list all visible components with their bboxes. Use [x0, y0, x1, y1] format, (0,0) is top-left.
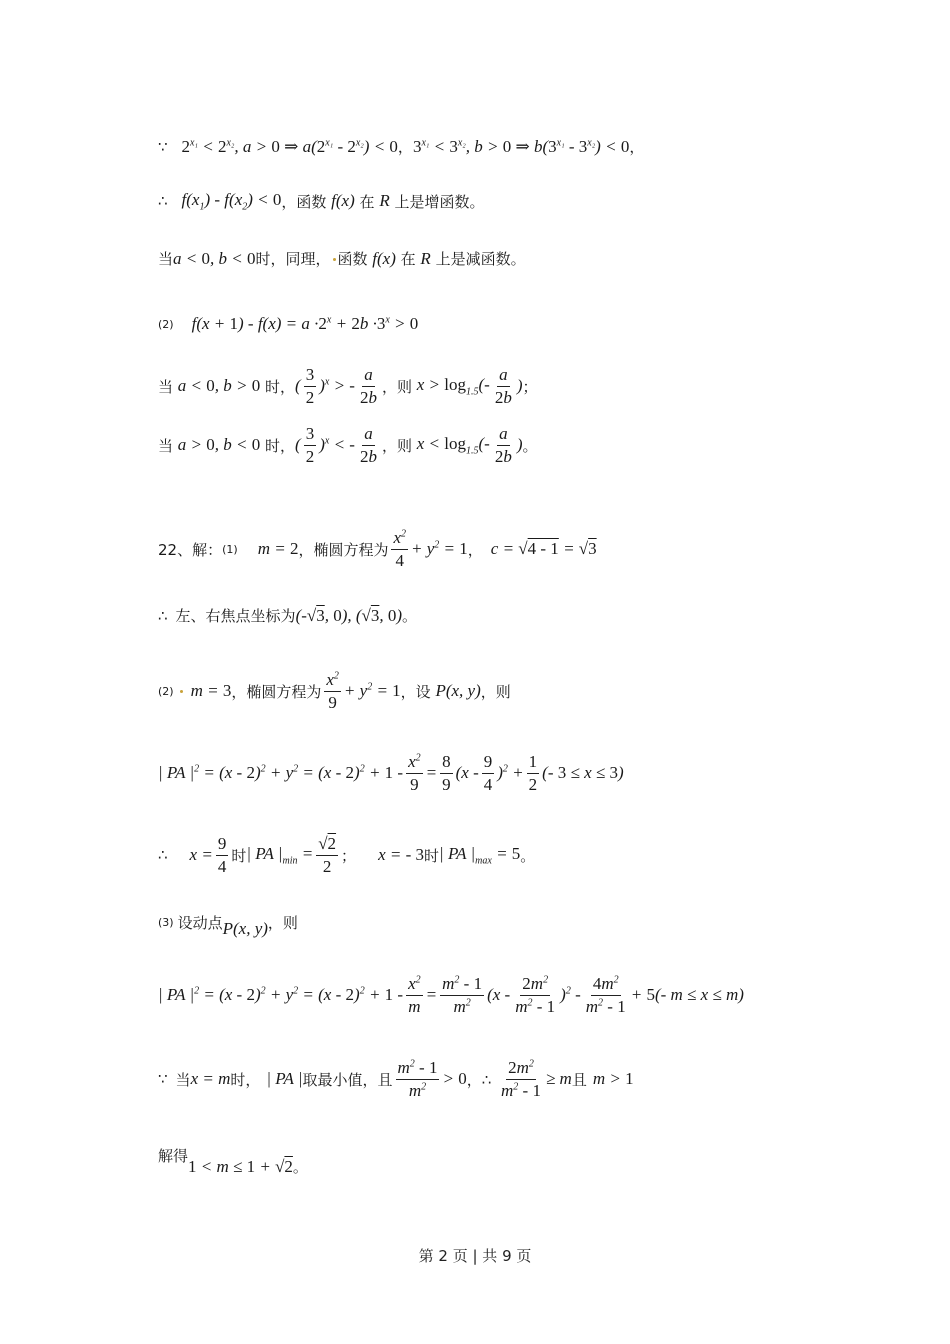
line-3: 当 a < 0, b < 0 时，同理， 函数 f(x) 在 R 上是减函数。 — [158, 248, 526, 268]
line-6: 当 a > 0, b < 0 时， ( $\frac{3}{2}$ )$^x$ < - $\frac{a}{2b}$ ，则 $x < \log_{1.5}(-$ $\frac{a}{2b}$ ) 。 — [158, 424, 538, 466]
therefore-symbol: ∴ — [158, 846, 168, 865]
line-15: 解得 1 < m ≤ 1 + √2 。 — [158, 1147, 308, 1176]
because-symbol: ∵ — [158, 137, 168, 156]
line-10: | PA $|^2 = (x - 2)^2 + y^2 = (x - 2)^2 + 1$ - $\frac{x^2}{9}$ = $\frac{8}{9}$ (x - $\frac{9}{4}$ )$^2$ + $\frac{1}{2}$ (- 3 ≤ x ≤ 3) — [158, 752, 624, 794]
because-symbol: ∵ — [158, 1070, 168, 1089]
line-2: ∴ $f(x_1) - f(x_2) < 0$ ，函数 f(x) 在 R 上是增函数。 — [158, 190, 485, 213]
therefore-symbol: ∴ — [158, 606, 168, 625]
line-5: 当 a < 0, b > 0 时， ( $\frac{3}{2}$ )$^x$ > - $\frac{a}{2b}$ ，则 $x > \log_{1.5}(-$ $\frac{a}{2b}$ ) ； — [158, 365, 538, 407]
line-13: | PA $|^2 = (x - 2)^2 + y^2 = (x - 2)^2 + 1$ - $\frac{x^2}{m}$ = $\frac{m^2 - 1}{m^2}$ (x - $\frac{2m^2}{m^2 - 1}$ )$^2$ - $\frac{4m^2}{m^2 - 1}$ + 5(- m ≤ x ≤ m) — [158, 974, 744, 1016]
line-11: ∴ x = $\frac{9}{4}$ 时 | PA $|_{min}$ = $\frac{√2}{2}$ ； x = - 3 时 | PA $|_{max} = 5$ 。 — [158, 834, 536, 876]
line-8: ∴ 左、右焦点坐标为 (-√3, 0), (√3, 0) 。 — [158, 605, 418, 625]
line-14: ∵ 当 x = m 时， | PA | 取最小值，且 $\frac{m^2 - 1}{m^2}$ > 0 ，∴ $\frac{2m^2}{m^2 - 1}$ ≥ m 且 m > 1 — [158, 1058, 634, 1100]
therefore-symbol: ∴ — [158, 192, 168, 211]
page-footer: 第 2 页 | 共 9 页 — [418, 1247, 532, 1265]
line-9: (2) m = 3 ，椭圆方程为 $\frac{x^2}{9}$ + $y^2 = 1$ ，设 P(x, y) ，则 — [158, 670, 511, 712]
line-12: (3) 设动点 P(x, y) ，则 — [158, 913, 298, 938]
line-4: (2) $f(x + 1) - f(x) = a \cdot 2^x + 2b \cdot 3^x > 0$ — [158, 314, 419, 333]
line-7: 22、解： (1) m = 2 ，椭圆方程为 $\frac{x^2}{4}$ + $y^2 = 1$ ， c = √4 - 1 = √3 — [158, 528, 597, 570]
line-1: ∵ $2^{x_1} < 2^{x_2}$, a > 0 ⇒ $a(2^{x_1} - 2^{x_2}) < 0$ ， $3^{x_1} < 3^{x_2}$, b > 0 ⇒ $b(3^{x_1} - 3^{x_2}) < 0$ ， — [158, 136, 645, 156]
